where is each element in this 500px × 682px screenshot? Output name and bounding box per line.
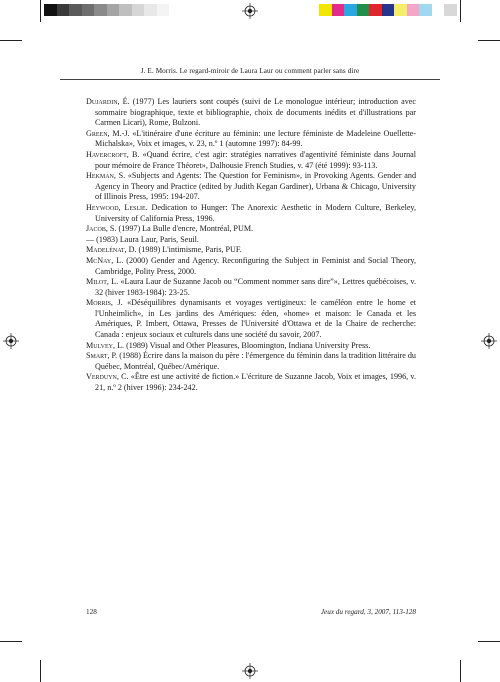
registration-mark-left-icon [3, 333, 19, 349]
bibliography-entry [86, 171, 416, 203]
bibliography-entry [86, 256, 416, 277]
page-number: 128 [86, 608, 97, 616]
bibliography-list [86, 97, 416, 394]
grayscale-patch [69, 4, 82, 16]
entry-author: Hekman, S. [86, 171, 126, 181]
bibliography-entry [86, 245, 416, 256]
header-rule [60, 79, 440, 80]
bibliography-entry [86, 341, 416, 352]
grayscale-patch [119, 4, 132, 16]
grayscale-patch [107, 4, 120, 16]
bibliography-entry [86, 351, 416, 372]
crop-mark-top-right-h [478, 40, 500, 41]
entry-text: «L'itinéraire d'une écriture au féminin: une lecture féministe de Madeleine Ouellette-Michalska», Voix et images, v. 23, n.º 1 (automne 1997): 84-99. [95, 128, 416, 149]
crop-mark-bottom-left-v [40, 660, 41, 682]
color-patch [319, 4, 332, 16]
bibliography-entry [86, 298, 416, 340]
color-patch [332, 4, 345, 16]
entry-author: Green, M.-J. [86, 128, 130, 138]
grayscale-patch [132, 4, 145, 16]
page-footer [86, 608, 416, 616]
entry-text: «Laura Laur de Suzanne Jacob ou “Comment nommer sans dire”», Lettres québécoises, v. 32 (hiver 1983-1984): 23-25. [95, 277, 416, 297]
entry-author: Havercroft, B. [86, 149, 140, 159]
entry-text: (1989) L'intimisme, Paris, PUF. [136, 245, 242, 255]
grayscale-patch [82, 4, 95, 16]
bibliography-entry [86, 235, 416, 246]
entry-text: (1997) La Bulle d'encre, Montréal, PUM. [116, 224, 254, 234]
registration-mark-bottom-icon [242, 663, 258, 679]
entry-text: (1977) Les lauriers sont coupés (suivi de Le monologue intérieur; introduction avec sommaire biographique, texte et bibliographie, choix de documents inédits et d'illustrations par Carmen Licari), Rome, Bulzoni. [95, 97, 417, 128]
color-patch [382, 4, 395, 16]
registration-mark-right-icon [481, 333, 497, 349]
grayscale-patch [94, 4, 107, 16]
bibliography-entry [86, 150, 416, 171]
entry-author: Morris, J. [86, 298, 123, 308]
entry-author: McNay, L. [86, 255, 124, 265]
color-patch [407, 4, 420, 16]
crop-mark-bottom-left-h [0, 641, 22, 642]
crop-mark-top-left-v [40, 0, 41, 22]
color-patch [344, 4, 357, 16]
entry-author: Milot, L. [86, 277, 119, 287]
entry-author: Dujardin, É. [86, 97, 130, 106]
bibliography-entry [86, 97, 416, 129]
bibliography-entry [86, 224, 416, 235]
registration-mark-top-icon [242, 3, 258, 19]
grayscale-patch [144, 4, 157, 16]
entry-text: (1983) Laura Laur, Paris, Seuil. [94, 234, 199, 244]
entry-text: «Subjects and Agents: The Question for Feminism», in Provoking Agents. Gender and Agency in Theory and Practice (edited by Judith Kegan Gardiner), Urbana & Chicago, University of Illinois Press, 1995: 194-207. [95, 171, 417, 202]
grayscale-patch [44, 4, 57, 16]
entry-text: «Déséquilibres dynamisants et voyages vertigineux: le caméléon entre le home et l'Unheimlich», in Les jardins des Amériques: éden, «home» et maison: le Canada et les Amériques, P. Imbert, Ottawa, Presses de l'Université d'Ottawa et de la Chaire de recherche: Canada : enjeux sociaux et culturels dans une société du savoir, 2007. [95, 298, 416, 340]
entry-author: — [86, 234, 95, 244]
entry-text: «Quand écrire, c'est agir: stratégies narratives d'agentivité féministe dans Journal pour mémoire de France Théoret», Dalhousie French Studies, v. 47 (été 1999): 93-113. [95, 149, 416, 170]
color-patch [357, 4, 370, 16]
crop-mark-top-right-v [460, 0, 461, 22]
crop-mark-bottom-right-h [478, 641, 500, 642]
entry-text: (1989) Visual and Other Pleasures, Bloomington, Indiana University Press. [124, 340, 371, 350]
entry-text: (2000) Gender and Agency. Reconfiguring the Subject in Feminist and Social Theory, Cambridge, Polity Press, 2000. [95, 255, 416, 276]
bibliography-entry [86, 277, 416, 298]
entry-author: Madelénat, D. [86, 245, 137, 255]
grayscale-patch [57, 4, 70, 16]
color-calibration-bar [319, 4, 457, 16]
crop-mark-bottom-right-v [460, 660, 461, 682]
color-patch [444, 4, 457, 16]
running-head: J. E. Morris. Le regard-miroir de Laura Laur ou comment parler sans dire [140, 67, 360, 75]
entry-text: (1988) Écrire dans la maison du père : l'émergence du féminin dans la tradition littéraire du Québec, Montréal, Québec/Amérique. [95, 351, 416, 371]
journal-citation: Jeux du regard, 3, 2007, 113-128 [320, 608, 416, 616]
bibliography-entry [86, 203, 416, 224]
color-patch [369, 4, 382, 16]
color-patch [432, 4, 445, 16]
entry-author: Mulvey, L. [86, 340, 125, 350]
crop-mark-top-left-h [0, 40, 22, 41]
bibliography-entry [86, 372, 416, 393]
entry-author: Verduyn, C. [86, 372, 129, 382]
entry-text: Dedication to Hunger: The Anorexic Aesthetic in Modern Culture, Berkeley, University of California Press, 1996. [95, 202, 416, 223]
entry-text: «Être est une activité de fiction.» L'écriture de Suzanne Jacob, Voix et images, 1996, v. 21, n.º 2 (hiver 1996): 234-242. [95, 372, 416, 393]
grayscale-patch [157, 4, 170, 16]
grayscale-calibration-bar [44, 4, 169, 16]
color-patch [394, 4, 407, 16]
entry-author: Smart, P. [86, 351, 118, 361]
entry-author: Jacob, S. [86, 224, 117, 234]
bibliography-entry [86, 129, 416, 150]
color-patch [419, 4, 432, 16]
entry-author: Heywood, Leslie. [86, 202, 148, 212]
